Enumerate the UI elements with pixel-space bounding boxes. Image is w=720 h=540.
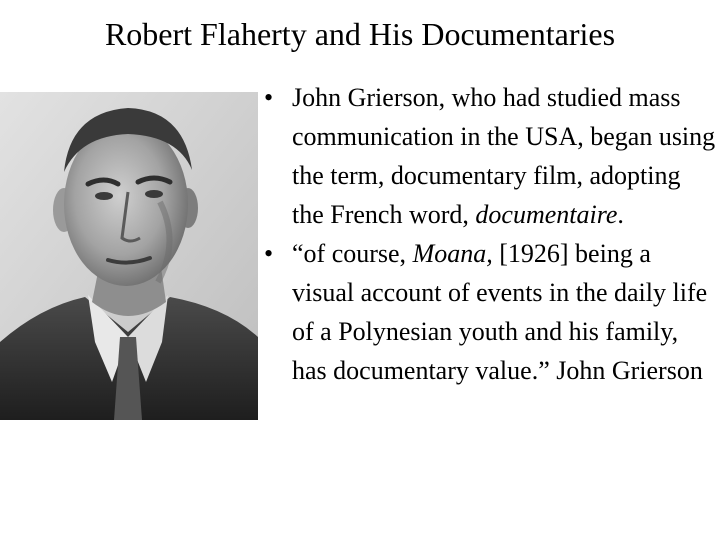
bullet-marker: • <box>264 239 274 268</box>
bullet-text: [1926] being a visual account of events in the daily life of a Polynesian youth and his family, has documentary value.” John Grierson <box>292 239 708 385</box>
bullet-marker: • <box>264 83 274 112</box>
bullet-emphasis: documentaire <box>475 200 618 229</box>
slide-title: Robert Flaherty and His Documentaries <box>104 16 616 52</box>
bullet-text: “of course, <box>292 239 413 268</box>
bullet-emphasis: Moana, <box>412 239 493 268</box>
bullet-list <box>264 78 716 390</box>
bullet-item <box>264 234 716 390</box>
bullet-text: John Grierson, who had studied mass communication in the USA, began using the term, documentary film, adopting the French word, <box>292 83 716 229</box>
portrait-photo <box>0 92 258 420</box>
portrait-image <box>0 92 258 420</box>
bullet-text: . <box>617 200 624 229</box>
bullet-item <box>264 78 716 234</box>
